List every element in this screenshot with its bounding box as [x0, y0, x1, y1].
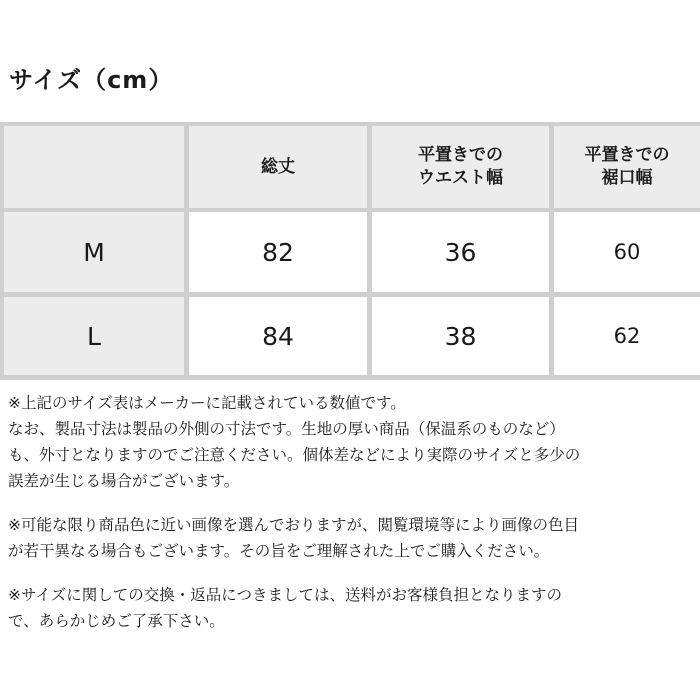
- header-total-length: 総丈: [189, 126, 367, 208]
- row-size-label: L: [4, 297, 184, 375]
- header-hem-width: 平置きでの 裾口幅: [554, 126, 700, 208]
- note-size-disclaimer: ※上記のサイズ表はメーカーに記載されている数値です。 なお、製品寸法は製品の外側の寸法です。生地の厚い商品（保温系のものなど） も、外寸となりますのでご注意ください。個体差などにより実際のサイズと多少の 誤差が生じる場合がございます。: [8, 394, 581, 490]
- size-table: [0, 122, 700, 380]
- header-cell-empty: [4, 126, 184, 208]
- cell-total-length: 82: [189, 212, 367, 292]
- cell-waist-width: 38: [372, 297, 549, 375]
- notes-section: [8, 390, 698, 652]
- header-waist-width: 平置きでの ウエスト幅: [372, 126, 549, 208]
- cell-total-length: 84: [189, 297, 367, 375]
- note-return-policy: ※サイズに関しての交換・返品につきましては、送料がお客様負担となりますの で、あらかじめご了承下さい。: [8, 586, 562, 630]
- cell-waist-width: 36: [372, 212, 549, 292]
- row-size-label: M: [4, 212, 184, 292]
- page-title: サイズ（cm）: [9, 66, 174, 94]
- note-color-disclaimer: ※可能な限り商品色に近い画像を選んでおりますが、閲覧環境等により画像の色目 が若干異なる場合もございます。その旨をご理解された上でご購入ください。: [8, 516, 579, 560]
- cell-hem-width: 62: [554, 297, 700, 375]
- cell-hem-width: 60: [554, 212, 700, 292]
